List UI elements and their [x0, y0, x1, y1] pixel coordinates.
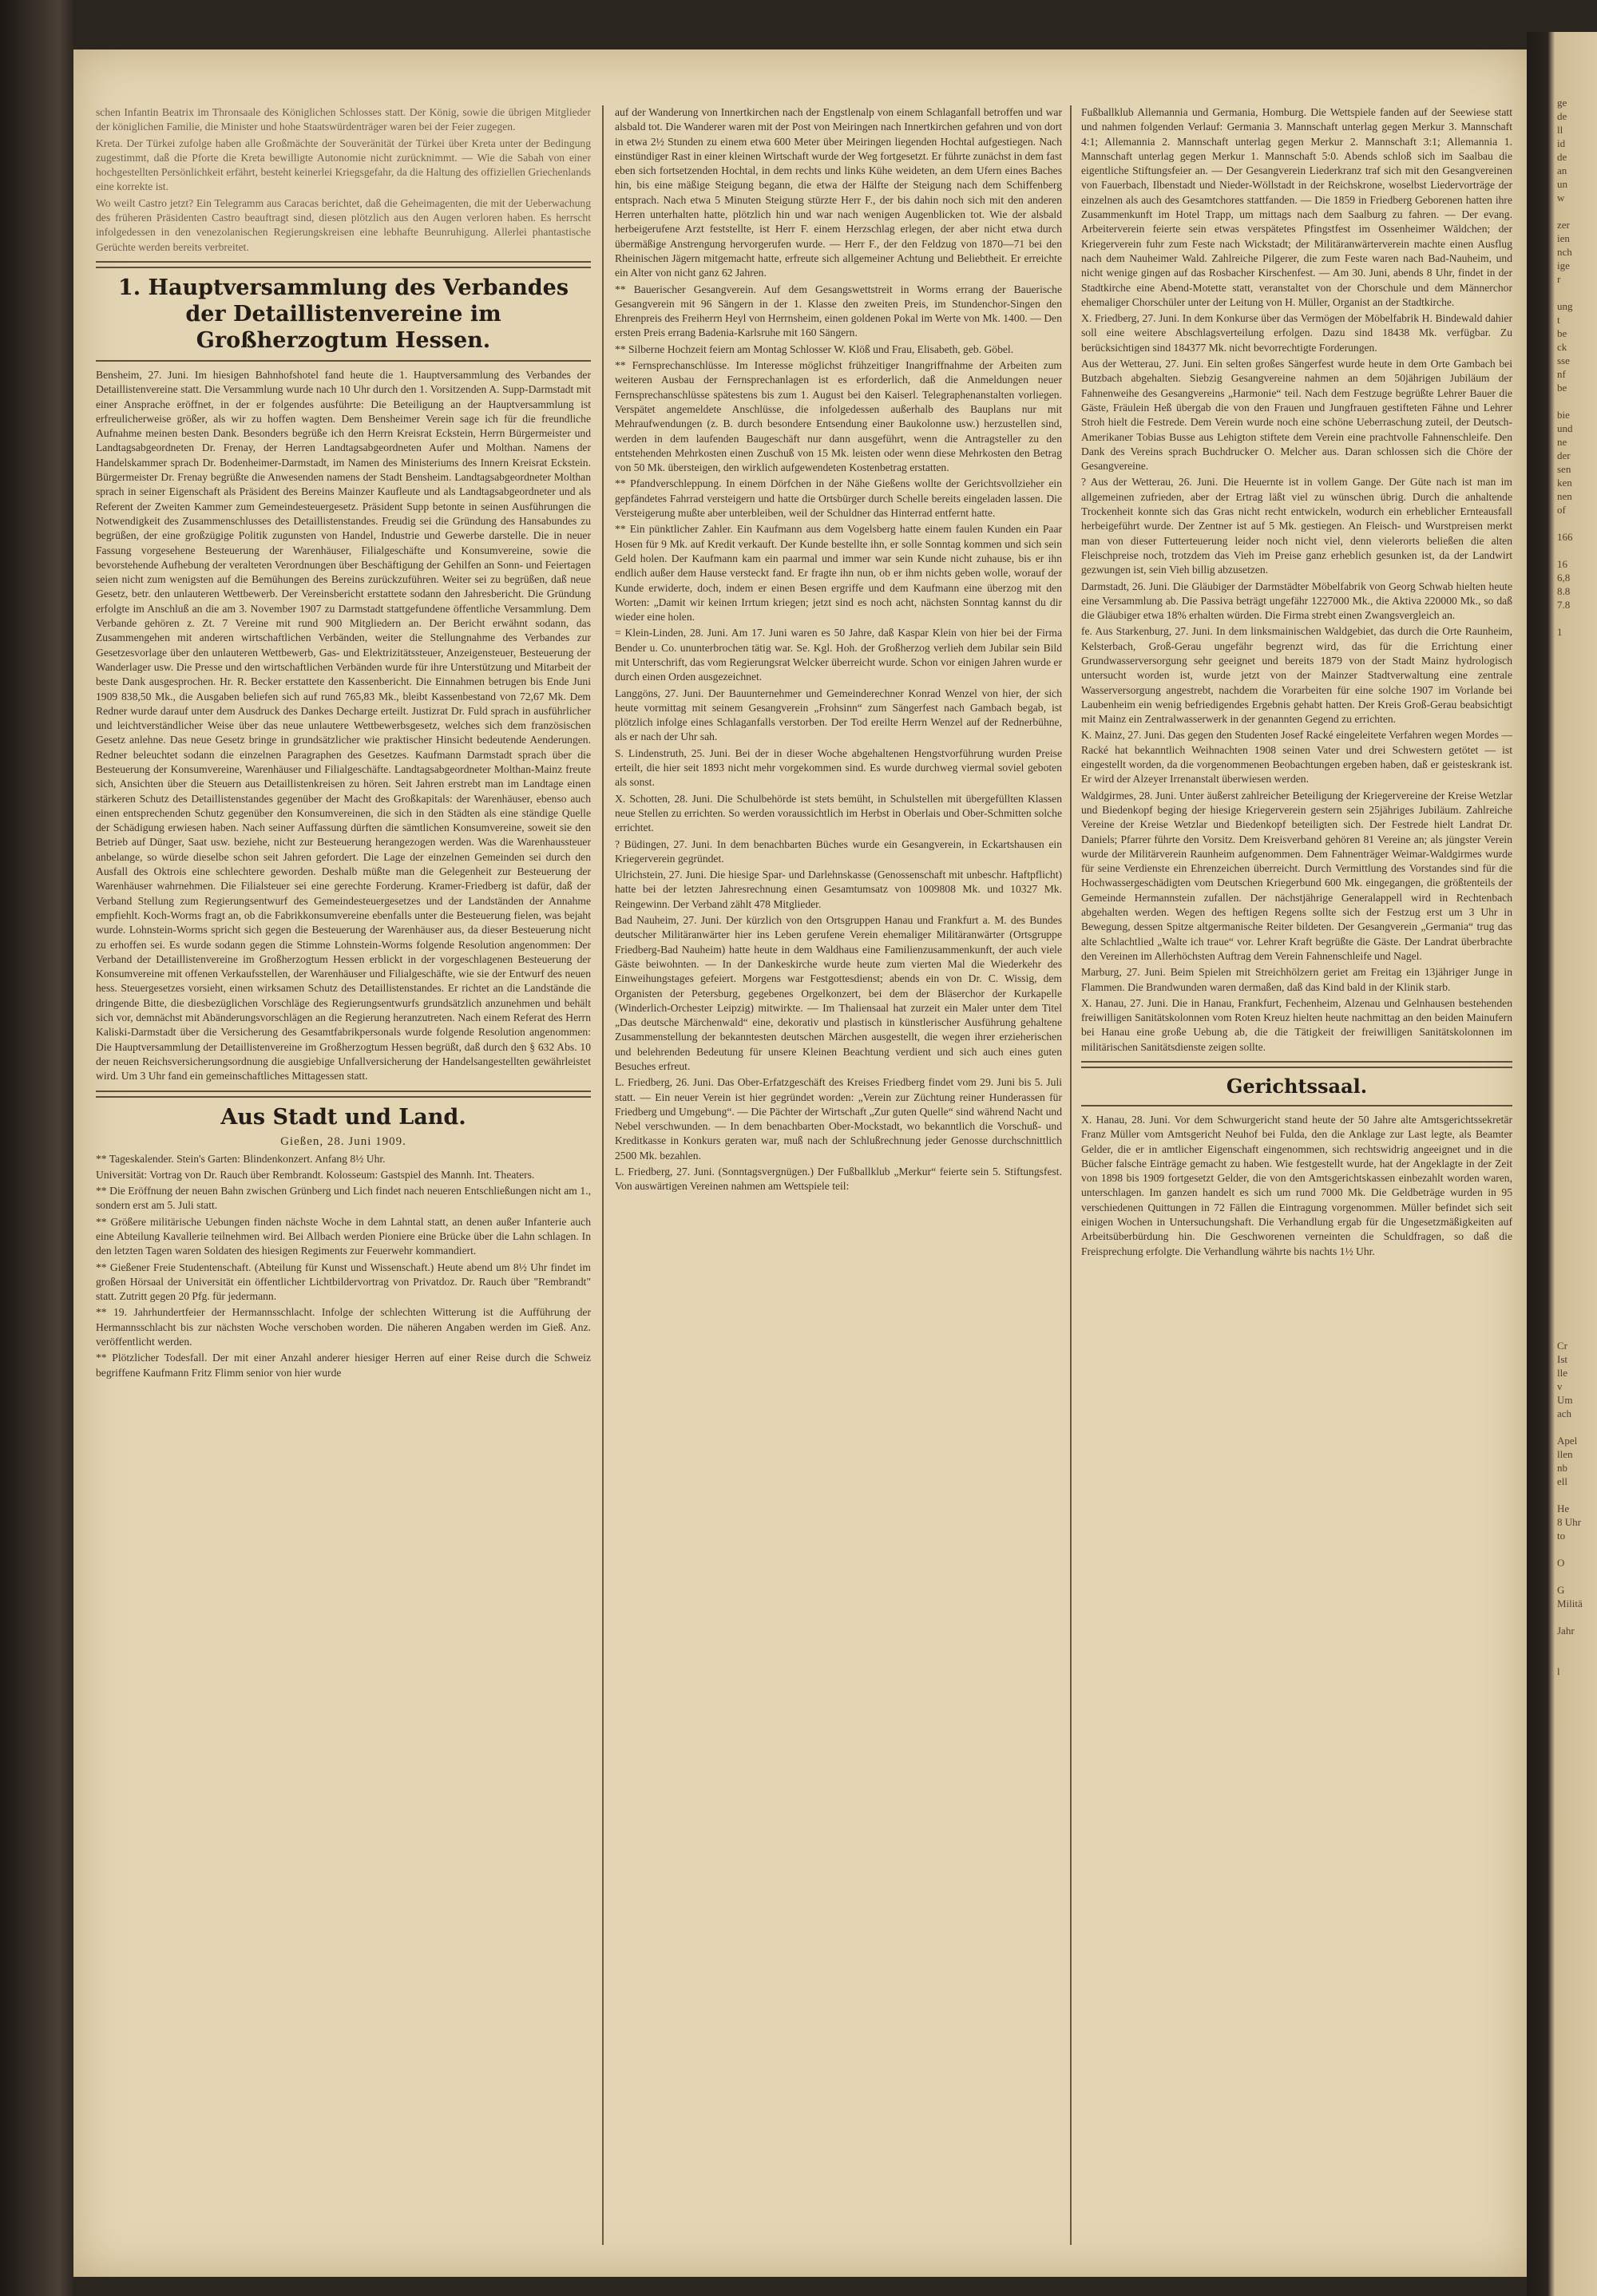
- news-item: ** Ein pünktlicher Zahler. Ein Kaufmann aus dem Vogelsberg hatte einem faulen Kunden ein Paar Hosen für 9 Mk. auf Kredit verkauft. Der Kunde bestellte ihn, er solle Sonntag kommen und sich sein Geld holen. Der Kaufmann kam ein paarmal und immer war sein Kunde nicht zuhause, bis er ihn endlich außer dem Hause versteckt fand. Er fragte ihn nun, ob er ihm nichts geben wolle, worauf der Kunde erwiderte, doch, indem er einen Besen ergriffe und dem Kaufmann eine überzog mit den Worten: „Damit wir keinen Irrtum kriegen; jetzt sind es noch acht, nächsten Sonntag kannst du dir wieder eine holen.: [615, 523, 1062, 623]
- column-rule: [1070, 105, 1072, 2245]
- news-item: ? Aus der Wetterau, 26. Juni. Die Heuernte ist in vollem Gange. Der Güte nach ist man im allgemeinen zufrieden, aber der Ertrag läßt viel zu wünschen übrig. Durch die anhaltende Trockenheit konnte sich das Gras nicht recht entwickeln, wodurch ein erheblicher Ernteausfall herbeigeführt wurde. Der Zentner ist auf 5 Mk. gestiegen. An Fleisch- und Wurstpreisen merkt man von dieser Futterteuerung leider noch nicht viel, denn vielerorts beließen die alten Fleischpreise noch, trotzdem das Vieh im Preise ganz erheblich gesunken ist, da der Landwirt gezwungen ist, sein Vieh billig abzusetzen.: [1081, 476, 1512, 576]
- column-2-items: [615, 105, 1062, 1194]
- news-item: X. Friedberg, 27. Juni. In dem Konkurse über das Vermögen der Möbelfabrik H. Bindewald dahier soll eine weitere Abschlagsverteilung erfolgen. Dazu sind 18438 Mk. verfügbar. Zu berücksichtigen sind 184377 Mk. nicht bevorrechtigte Forderungen.: [1081, 312, 1512, 354]
- dateline: Gießen, 28. Juni 1909.: [280, 1134, 406, 1148]
- section-heading-gerichtssaal: Gerichtssaal.: [1226, 1075, 1368, 1098]
- article-paragraph: Bensheim, 27. Juni. Im hiesigen Bahnhofshotel fand heute die 1. Hauptversammlung des Verbandes der Detaillistenvereine statt. Die Versammlung wurde nach 10 Uhr durch den 1. Vorsitzenden A. Supp-Darmstadt mit einer Ansprache eröffnet, in der er folgendes ausführte: Die Beteiligung an der Hauptversammlung ist erfreulicherweise größer, als wir zu hoffen wagten. Dem Bensheimer Verein sage ich für die freundliche Aufnahme meinen besten Dank. Besonders begrüße ich den Herrn Kreisrat Eckstein, Herrn Bürgermeister und Landtagsabgeordneten Dr. Frenay, der Herren Landtagsabgeordneten Aufer und Molthan. Namens der Handelskammer sprach Dr. Bodenheimer-Darmstadt, im Namen des Ministeriums des Innern Kreisrat Eckstein. Bürgermeister Dr. Frenay begrüßte die Anwesenden namens der Stadt Bensheim. Landtagsabgeordneter Molthan sprach in seiner Eigenschaft als Präsident des Bereins Mainzer Kaufleute und als Landtagsabgeordneter und als Referent der Zweiten Kammer zum Gemeindesteuergesetz. Präsident Supp betonte in seinen Ausführungen die Notwendigkeit des Zusammenschlusses des Detaillistenstandes. Freudig sei die Gründung des Hansabundes zu begrüßen, der eine großzügige Politik zugunsten von Handel, Industrie und Gewerbe darstelle. Die in neuer Fassung vorgesehene Besteuerung der Warenhäuser, Filialgeschäfte und Konsumvereine, sowie die bevorstehende Aufhebung der veralteten Verordnungen über Beschäftigung der Gehilfen an Sonn- und Feiertagen seien nicht zum wenigsten auf die Bemühungen des Bereins zurückzuführen. Weiter sei zu begrüßen, daß neue Gesetz, betr. den unlauteren Wettbewerb. Der Vereinsbericht erstattete sodann den Jahresbericht. Die Gründung erfolgte im Anschluß an die am 3. November 1907 zu Darmstadt stattgefundene öffentliche Versammlung. Dem Verbande gehören z. Zt. 7 Vereine mit rund 900 Mitgliedern an. Der Bericht erwähnt sodann, das Zusammengehen mit anderen wirtschaftlichen Verbänden, weiter die Stellungnahme des Verbandes zur Gesetzesvorlage über den unlauteren Wettbewerb, Gas- und Elektrizitätssteuer, Anzeigensteuer, Besteuerung der Wanderlager usw. Die Presse und den wirtschaftlichen Verbänden wurde für ihre Unterstützung und Mitarbeit der beste Dank ausgesprochen. Hr. R. Becker erstattete den Kassenbericht. Die Einnahmen betrugen bis Ende Juni 1909 838,50 Mk., die Ausgaben beliefen sich auf rund 765,83 Mk., bleibt Kassenbestand von 72,67 Mk. Dem Redner wurde darauf unter dem Ausdruck des Dankes Decharge erteilt. Justizrat Dr. Fuld sprach in ausführlicher und leichtverständlicher Weise über das neue unlautere Wettbewerbsgesetz, welches sich dem französischen Gesetz anlehne. Das neue Gesetz bringe in grundsätzlicher wie praktischer Hinsicht bedeutende Aenderungen. Redner beleuchtet sodann die einzelnen Paragraphen des Gesetzes. Kaufmann Darmstadt sprach über die Besteuerung der Konsumvereine, Warenhäuser und Filialgeschäfte. Landtagsabgeordneter Molthan-Mainz freute sich, Ansichten über die Steuern aus Detaillistenkreisen zu hören. Seit Jahren erstrebt man im Landtage einen stärkeren Schutz des Detaillistenstandes gegenüber der Macht des Großkapitals: der Warenhäuser, ebenso auch einen entsprechenden Schutz gegenüber den Konsumvereinen, die sich in den Städten als eine ständige Quelle der Schädigung erwiesen haben. Nach seiner Auffassung dürften die sämtlichen Konsumvereine, soweit sie den Betrieb auf Dünger, Saat usw. beziehe, nicht zur Besteuerung herangezogen werden. Was die Warenhaussteuer anbelange, so würde dieselbe schon seit Jahren gefordert. Die Lage der einzelnen Gemeinden sei durch den Ausfall des Oktrois eine schlechtere geworden. Deshalb müßte man die Gelegenheit zur Besteuerung der Warenhäuser wahrnehmen. Die Filialsteuer sei eine gerechte Forderung. Kramer-Friedberg ist dafür, daß der Verband Stellung zum Regierungsentwurf des Gemeindesteuergesetzes und der Landständen der Annahme empfiehlt. Koch-Worms fragt an, ob die Fabrikkonsumvereine ebenfalls unter die Besteuerung fielen, was bejaht wurde. Lohnstein-Worms spricht sich gegen die Besteuerung der Warenhäuser aus, da dieser Besteuerung nicht zu erhoffen sei. Es wurde sodann gegen die Stimme Lohnstein-Worms folgende Resolution angenommen: Der Verband der Detaillistenvereine im Großherzogtum Hessen erblickt in der vorgeschlagenen Besteuerung der Konsumvereine mit offenen Verkaufsstellen, der Warenhäuser und Filialgeschäfte, wie sie der Entwurf des neuen hess. Steuergesetzes vorsieht, einen wirksamen Schutz des Detaillistenstandes. Er richtet an die Landstände die dringende Bitte, die diesbezüglichen Vorschläge des Regierungsentwurfs grundsätzlich anzunehmen und behält sich vor, demnächst mit Abänderungsvorschlägen an die Regierung heranzutreten. Nach einem Referat des Herrn Kaliski-Darmstadt über die Versicherung des Gesamtfabrikpersonals wurde folgende Resolution angenommen: Die Hauptversammlung der Detaillistenvereine im Großherzogtum Hessen begrüßt, daß durch den § 632 Abs. 10 der neuen Reichsversicherungsordnung die ausgiebige Unfallversicherung der Handelsangestellten gewährleistet wird. Um 3 Uhr fand ein gemeinschaftliches Mittagessen statt.: [96, 368, 591, 1083]
- news-item: X. Hanau, 27. Juni. Die in Hanau, Frankfurt, Fechenheim, Alzenau und Gelnhausen bestehenden freiwilligen Sanitätskolonnen vom Roten Kreuz hielten heute nachmittag an den beiden Mainufern bei Hanau eine große Uebung ab, die die Tätigkeit der freiwilligen Sanitätskolonnen im militärischen Sanitätsdienste zeigen sollte.: [1081, 996, 1512, 1053]
- news-item: fe. Aus Starkenburg, 27. Juni. In dem linksmainischen Waldgebiet, das durch die Orte Raunheim, Kelsterbach, Groß-Gerau ungefähr begrenzt wird, das für die Errichtung einer Grundwasserversorgung sehr geeignet und bereits 1879 von der Stadt Mainz hydrologisch untersucht worden ist, wurde jetzt von der Mainzer Stadtverwaltung eine zentrale Wasserversorgung angestrebt, nachdem die Vorarbeiten für eine solche 1907 im Vorlande bei Laubenheim ein wenig befriedigendes Ergebnis gehabt hatten. Der Kreis Groß-Gerau beabsichtigt mit Mainz ein Zentralwasserwerk in der genannten Gegend zu errichten.: [1081, 625, 1512, 726]
- news-item: ** Gießener Freie Studentenschaft. (Abteilung für Kunst und Wissenschaft.) Heute abend um 8½ Uhr findet im großen Hörsaal der Universität ein öffentlicher Lichtbildervortrag von Privatdoz. Dr. Rauch über "Rembrandt" statt. Zutritt gegen 20 Pfg. für jedermann.: [96, 1261, 591, 1303]
- divider: [96, 261, 591, 268]
- news-item: ** Plötzlicher Todesfall. Der mit einer Anzahl anderer hiesiger Herren auf einer Reise durch die Schweiz begriffene Kaufmann Fritz Flimm senior von hier wurde: [96, 1352, 591, 1379]
- divider: [96, 360, 591, 362]
- divider: [1081, 1105, 1512, 1106]
- article-body-detaillisten: [96, 368, 591, 1084]
- news-item: Marburg, 27. Juni. Beim Spielen mit Streichhölzern geriet am Freitag ein 13jähriger Junge in Flammen. Die Brandwunden waren dermaßen, daß das Kind bald in der Klinik starb.: [1081, 966, 1512, 993]
- news-item: Aus der Wetterau, 27. Juni. Ein selten großes Sängerfest wurde heute in dem Orte Gambach bei Butzbach abgehalten. Siebzig Gesangvereine nahmen an dem 50jährigen Jubiläum der Fahnenweihe des Gesangvereins „Harmonie“ teil. Nach dem Festzuge begrüßte Lehrer Bauer die Gäste, Fräulein Heß übergab die von den Frauen und Jungfrauen gestifteten Fähne und Lehrer Stroh hielt die Festrede. Dem Verein wurde noch eine schöne Ueberraschung zuteil, der Deutsch-Amerikaner Tobias Busse aus Lehigton stiftete dem Verein eine prachtvolle Fahnenschleife. Den Dank des Vereins sprach Buchdrucker O. Melcher aus. Daran schlossen sich die Chöre der Gesangvereine.: [1081, 358, 1512, 473]
- column-rule: [602, 105, 604, 2245]
- next-page-text-top: ge de ll id de an un w zer ien nch ige r ung t be ck sse nf be bie und ne der sen ken nen of 166 16 6,8 8.8 7.8 1: [1557, 97, 1573, 638]
- news-item: Ulrichstein, 27. Juni. Die hiesige Spar- und Darlehnskasse (Genossenschaft mit unbeschr. Haftpflicht) hatte bei der letzten Jahresrechnung einen Gesamtumsatz von 1009808 Mk. und 10327 Mk. Reingewinn. Der Verband zählt 478 Mitglieder.: [615, 869, 1062, 910]
- article-heading-detaillisten: 1. Hauptversammlung des Verbandes der Detaillistenvereine im Großherzogtum Hessen.: [117, 275, 569, 353]
- news-item: ** Fernsprechanschlüsse. Im Interesse möglichst frühzeitiger Inangriffnahme der Arbeiten zum weiteren Ausbau der Fernsprechanlagen ist es erforderlich, daß die Anmeldungen neuer Fernsprechanschlüsse spätestens bis zum 1. August bei den Kaiserl. Telegraphenanstalten vorliegen. Verspätet angemeldete Anschlüsse, die infolgedessen außerhalb des Bauplans nur mit Mehraufwendungen (z. B. durch besondere Entsendung einer Baukolonne usw.) herzustellen sind, werden in dem laufenden Baugeschäft nur dann ausgeführt, wenn die Antragsteller zu den entstehenden Mehrkosten einen Zuschuß von 15 Mk. leisten oder wenn diese Mehrkosten den Betrag von 50 Mk. übersteigen, den wirklich aufgewendeten Kostenbetrag erstatten.: [615, 359, 1062, 474]
- news-item: ** 19. Jahrhundertfeier der Hermannsschlacht. Infolge der schlechten Witterung ist die Aufführung der Hermannsschlacht bis zur nächsten Woche verschoben worden. Die näheren Angaben werden im Gieß. Anz. veröffentlicht werden.: [96, 1306, 591, 1348]
- court-news: [1081, 1113, 1512, 1259]
- news-item: L. Friedberg, 27. Juni. (Sonntagsvergnügen.) Der Fußballklub „Merkur“ feierte sein 5. Stiftungsfest. Von auswärtigen Vereinen nahmen am Wettspiele teil:: [615, 1166, 1062, 1193]
- news-item: ** Silberne Hochzeit feiern am Montag Schlosser W. Klöß und Frau, Elisabeth, geb. Göbel.: [615, 342, 1014, 355]
- divider: [96, 1091, 591, 1098]
- news-item: ** Bauerischer Gesangverein. Auf dem Gesangswettstreit in Worms errang der Bauerische Gesangverein mit 96 Sängern in der 1. Klasse den zweiten Preis, im Stundenchor-Singen den Ehrenpreis des Freiherrn Heyl von Herrnsheim, einen goldenen Pokal im Werte von Mk. 1400. — Den ersten Preis errang Badenia-Karlsruhe mit 160 Sängern.: [615, 283, 1062, 339]
- news-item: = Klein-Linden, 28. Juni. Am 17. Juni waren es 50 Jahre, daß Kaspar Klein von hier bei der Firma Bender u. Co. ununterbrochen tätig war. Se. Kgl. Hoh. der Großherzog verlieh dem Jubilar sein Bild mit Unterschrift, das vom Regierungsrat Welcker überreicht wurde. Schon vor einigen Jahren wurde er durch einen Orden ausgezeichnet.: [615, 627, 1062, 683]
- next-page-edge: [1527, 32, 1597, 2296]
- section-heading-stadt-und-land: Aus Stadt und Land.: [220, 1104, 466, 1130]
- news-item: Wo weilt Castro jetzt? Ein Telegramm aus Caracas berichtet, daß die Geheimagenten, die mit der Ueberwachung des früheren Präsidenten Castro beauftragt sind, diesen plötzlich aus den Augen verloren haben. Es herrscht infolgedessen in den venezolanischen Regierungskreisen eine lebhafte Beunruhigung. Allerlei phantastische Gerüchte werden bereits verbreitet.: [96, 196, 591, 253]
- news-item: ** Größere militärische Uebungen finden nächste Woche in dem Lahntal statt, an denen außer Infanterie auch eine Abteilung Kavallerie teilnehmen wird. Bei Allbach werden Pioniere eine Brücke über die Lahn schlagen. In den letzten Tagen waren Soldaten des hiesigen Regiments zur Feuerwehr kommandiert.: [96, 1215, 591, 1257]
- news-item: L. Friedberg, 26. Juni. Das Ober-Erfatzgeschäft des Kreises Friedberg findet vom 29. Juni bis 5. Juli statt. — Ein neuer Verein ist hier gegründet worden: „Verein zur Züchtung reiner Hunderassen für Friedberg und Umgebung“. — Die Pächter der Wirtschaft „Zur guten Quelle“ sind während Nacht und Nebel verschwunden. — In dem benachbarten Ober-Mockstadt, wo bekanntlich die Vorschuß- und Kreditkasse in Konkurs geraten war, muß nach der Schlußrechnung jeder Genosse durchschnittlich 2500 Mk. bezahlen.: [615, 1076, 1062, 1162]
- next-page-text-bottom: Cr Ist lle v Um ach Apel llen nb ell He 8 Uhr to O G Militä Jahr l: [1557, 1340, 1583, 1677]
- news-item: Darmstadt, 26. Juni. Die Gläubiger der Darmstädter Möbelfabrik von Georg Schwab hielten heute eine Versammlung ab. Die Passiva beträgt ungefähr 1227000 Mk., die Aktiva 220000 Mk., so daß die Gläubiger etwa 18% erhalten würden. Die Firma strebt einen Zwangsvergleich an.: [1081, 580, 1512, 622]
- calendar-entry: ** Tageskalender. Stein's Garten: Blindenkonzert. Anfang 8½ Uhr.: [96, 1152, 386, 1165]
- divider: [1081, 1061, 1512, 1068]
- news-item: Waldgirmes, 28. Juni. Unter äußerst zahlreicher Beteiligung der Kriegervereine der Kreise Wetzlar und Biedenkopf beging der hiesige Kriegerverein gestern sein 25jähriges Jubiläum. Zahlreiche Vereine der Kreise Wetzlar und Biedenkopf beteiligten sich. Der Festrede hielt Landrat Dr. Daniels; Pfarrer führte den Vorsitz. Dem Kreisverband gehören 81 Vereine an; als jüngster Verein wurde der Militärverein Raunheim aufgenommen. Dem Fahnenträger Weimar-Waldgirmes wurde für seine Verdienste ein Ehrenzeichen überreicht. Durch Vermittlung des Vorstandes sind für die Hochwassergeschädigten vom Deutschen Kriegerbund 600 Mk. eingegangen, die größtenteils der Gemeinde Hermannstein zufallen. Der nächstjährige Generalappell wird in Rechtenbach abgehalten werden. Wegen des heftigen Regens sollte sich der Festzug erst um 3 Uhr in Bewegung, dessen Spitze altgermanische Reiter bildeten. Der Gesangverein „Germania“ trug das alte Schlachtlied „Walte ich traue“ vor. Lehrer Kraft begrüßte die Gäste. Der Landrat überbrachte den Vereinen im Allerhöchsten Auftrag dem Verein Fahnenschleife und Nagel.: [1081, 789, 1512, 962]
- column-3: [1081, 105, 1512, 2245]
- local-news: [96, 1184, 591, 1380]
- news-item: Fußballklub Allemannia und Germania, Homburg. Die Wettspiele fanden auf der Seewiese statt und nahmen folgenden Verlauf: Germania 3. Mannschaft unterlag gegen Merkur 3. Mannschaft 4:1; Allemannia 2. Mannschaft unterlag gegen Merkur 2. Mannschaft 3:1; Allemannia 1. Mannschaft unterlag gegen Merkur 1. Mannschaft 5:0. Abends schloß sich im Saalbau die eigentliche Stiftungsfeier an. — Der Gesangverein Liederkranz traf sich mit den Gesangvereinen von Fauerbach, Ilbenstadt und Nieder-Wöllstadt in der Reichskrone, woselbst Liedervorträge der einzelnen als auch des Gesamtchores stattfanden. — Die 1859 in Friedberg Geborenen hatten ihre Zusammenkunft im Hotel Trapp, um mittags nach dem Saalburg zu fahren. — Der evang. Arbeiterverein feierte sein etwas verspätetes Pfingstfest im Ossenheimer Wäldchen; der Kriegerverein fuhr zum Feste nach Wickstadt; der Militäranwärterverein machte einen Ausflug nach dem Nauheimer Wald. Zahlreiche Pilgerer, die zum Feste waren nach Bad-Nauheim, und nicht wenige gingen auf das Rosbacher Kirschenfest. — Am 30. Juni, abends 8 Uhr, findet in der Stadtkirche eine Abend-Motette statt, veranstaltet von der Chorschule und dem Männerchor ehemaliger Chorschüler unter der Leitung von H. Müller, Organist an der Stadtkirche.: [1081, 106, 1512, 308]
- column-3-items: [1081, 105, 1512, 1055]
- book-binding: [0, 0, 73, 2296]
- news-item: Bad Nauheim, 27. Juni. Der kürzlich von den Ortsgruppen Hanau und Frankfurt a. M. des Bundes deutscher Militäranwärter hier ins Leben gerufene Verein ehemaliger Militäranwärter (Ortsgruppe Friedberg-Bad Nauheim) hatte heute in dem Waldhaus eine Familienzusammenkunft, der auch viele Gäste beiwohnten. — In der Dankeskirche wurde heute zum vierten Mal die Wiederkehr des Einweihungstages gefeiert. Morgens war Festgottesdienst; abends ein von Dr. C. Wissig, dem Organisten der Petersburg, gegebenes Orgelkonzert, bei dem der Bläserchor der Kurkapelle (Winderlich-Orchester Leipzig) mitwirkte. — Im Thaliensaal hat zurzeit ein Maler unter dem Titel „Das deutsche Märchenwald“ eine, dekorativ und plastisch in künstlerischer Ausführung gehaltene Zusammenstellung der bekanntesten deutschen Märchen ausgestellt, die wegen ihrer erzieherischen und belehrenden Bedeutung für unsere Kleinen Beachtung verdient und sich auch eines guten Besuches erfreut.: [615, 914, 1062, 1072]
- newspaper-page: [73, 49, 1527, 2277]
- news-item: Langgöns, 27. Juni. Der Bauunternehmer und Gemeinderechner Konrad Wenzel von hier, der sich heute vormittag mit seinem Gesangverein „Frohsinn“ zum Sängerfest nach Gambach begab, ist plötzlich infolge eines Schlaganfalls verstorben. Der Tod ereilte Herrn Wenzel auf der Rednerbühne, als er nach der Uhr sah.: [615, 687, 1062, 743]
- news-item: S. Lindenstruth, 25. Juni. Bei der in dieser Woche abgehaltenen Hengstvorführung wurden Preise erteilt, die hier seit 1893 nicht mehr vorgekommen sind. Es wurde durchweg viermal soviel geboten als sonst.: [615, 746, 1062, 789]
- news-item: X. Schotten, 28. Juni. Die Schulbehörde ist stets bemüht, in Schulstellen mit übergefüllten Klassen neue Stellen zu errichten. So werden voraussichtlich im Herbst in Oberlais und Ober-Schmitten solche errichtet.: [615, 792, 1062, 834]
- tageskalender: [96, 1152, 591, 1183]
- news-item: ** Die Eröffnung der neuen Bahn zwischen Grünberg und Lich findet nach neueren Entschließungen nicht am 1., sondern erst am 5. Juli statt.: [96, 1185, 591, 1212]
- column-1: [96, 105, 591, 2245]
- news-item: schen Infantin Beatrix im Thronsaale des Königlichen Schlosses statt. Der König, sowie die übrigen Mitglieder der königlichen Familie, die Minister und hohe Staatswürdenträger waren bei der Feier zugegen.: [96, 106, 591, 133]
- column-1-top-items: [96, 105, 591, 255]
- calendar-entry: Universität: Vortrag von Dr. Rauch über Rembrandt. Kolosseum: Gastspiel des Mannh. Int. Theaters.: [96, 1168, 535, 1181]
- news-item: ? Büdingen, 27. Juni. In dem benachbarten Büches wurde ein Gesangverein, in Eckartshausen ein Kriegerverein gegründet.: [615, 837, 1062, 865]
- court-item: X. Hanau, 28. Juni. Vor dem Schwurgericht stand heute der 50 Jahre alte Amtsgerichtssekretär Franz Müller vom Amtsgericht Neuhof bei Fulda, den die Anklage zur Last legte, als Beamter Gelder, die er in amtlicher Eigenschaft eingenommen, sich rechtswidrig angeeignet und in die Bücher falsche Einträge gemacht zu haben. Wie festgestellt wurde, hat der Angeklagte in der Zeit von 1898 bis 1909 fortgesetzt Gelder, die von den Amtsgerichtskassen einbezahlt worden waren, unterschlagen. Im ganzen handelt es sich um rund 7000 Mk. Die Geldbeträge wurden in 95 verschiedenen Quittungen in 72 Fällen die Eintragung vorgenommen. Müller befindet sich seit einigen Wochen in Untersuchungshaft. Die Verhandlung ergab für die Ungesetzmäßigkeiten auf Arbeitsüberbürdung hin. Die Geschworenen verneinten die Schuldfragen, so daß die Freisprechung erfolgte. Die Verhandlung währte bis nachts 1½ Uhr.: [1081, 1114, 1512, 1257]
- news-item: ** Pfandverschleppung. In einem Dörfchen in der Nähe Gießens wollte der Gerichtsvollzieher ein gepfändetes Fahrrad versteigern und hatte die Ortsbürger durch Schelle bereits eingeladen lassen. Die Versteigerung mußte aber unterbleiben, weil der Schuldner das Hinterrad entfernt hatte.: [615, 477, 1062, 520]
- news-item: K. Mainz, 27. Juni. Das gegen den Studenten Josef Racké eingeleitete Verfahren wegen Mordes — Racké hat bekanntlich Weihnachten 1908 seinen Vater und drei Schwestern getötet — ist eingestellt worden, da die vorgenommenen Beobachtungen ergeben haben, daß er geisteskrank ist. Er wird der Alzeyer Irrenanstalt überwiesen werden.: [1081, 729, 1512, 786]
- column-2: [615, 105, 1062, 2245]
- news-item: Kreta. Der Türkei zufolge haben alle Großmächte der Souveränität der Türkei über Kreta unter der Bedingung zugestimmt, daß die Pforte die Kreta bewilligte Autonomie nicht zurücknimmt. — Wie die Sabah von einer hochgestellten Persönlichkeit erfährt, besteht keinerlei Kriegsgefahr, da die Haltung des offiziellen Griechenlands eine korrekte ist.: [96, 137, 591, 193]
- news-item: auf der Wanderung von Innertkirchen nach der Engstlenalp von einem Schlaganfall betroffen und war alsbald tot. Die Wanderer waren mit der Post von Meiringen nach Innertkirchen gefahren und von dort in etwa 2½ Stunden zu einem etwa 600 Meter über Meiringen liegenden Hochtal aufgestiegen. Nach einstündiger Rast in einer kleinen Wirtschaft wurde der Weg fortgesetzt. Er führte zunächst in dem fast eben sich fortsetzenden Hochtal, in dem rechts und links Kühe weideten, an dem Ufern eines Baches hin, bis eine mäßige Steigung begann, die etwa der Hälfte der Steigung nach dem Schiffenberg entsprach. Nach etwa 5 Minuten Steigung stürzte Herr F., der bis dahin noch sich mit den anderen Herren unterhalten hatte, plötzlich hin und war nach wenigen Augenblicken tot. Wie der alsbald herbeigerufene Arzt feststellte, ist Herr F. einem Herzschlag erlegen, der aber nicht etwa durch übermäßige Anstrengung hervorgerufen wurde. — Herr F., der den Feldzug von 1870—71 bei den Rheinischen Jägern mitgemacht hatte, erfreute sich allgemeiner Achtung und Beliebtheit. Er erreichte ein Alter von nicht ganz 62 Jahren.: [615, 106, 1062, 279]
